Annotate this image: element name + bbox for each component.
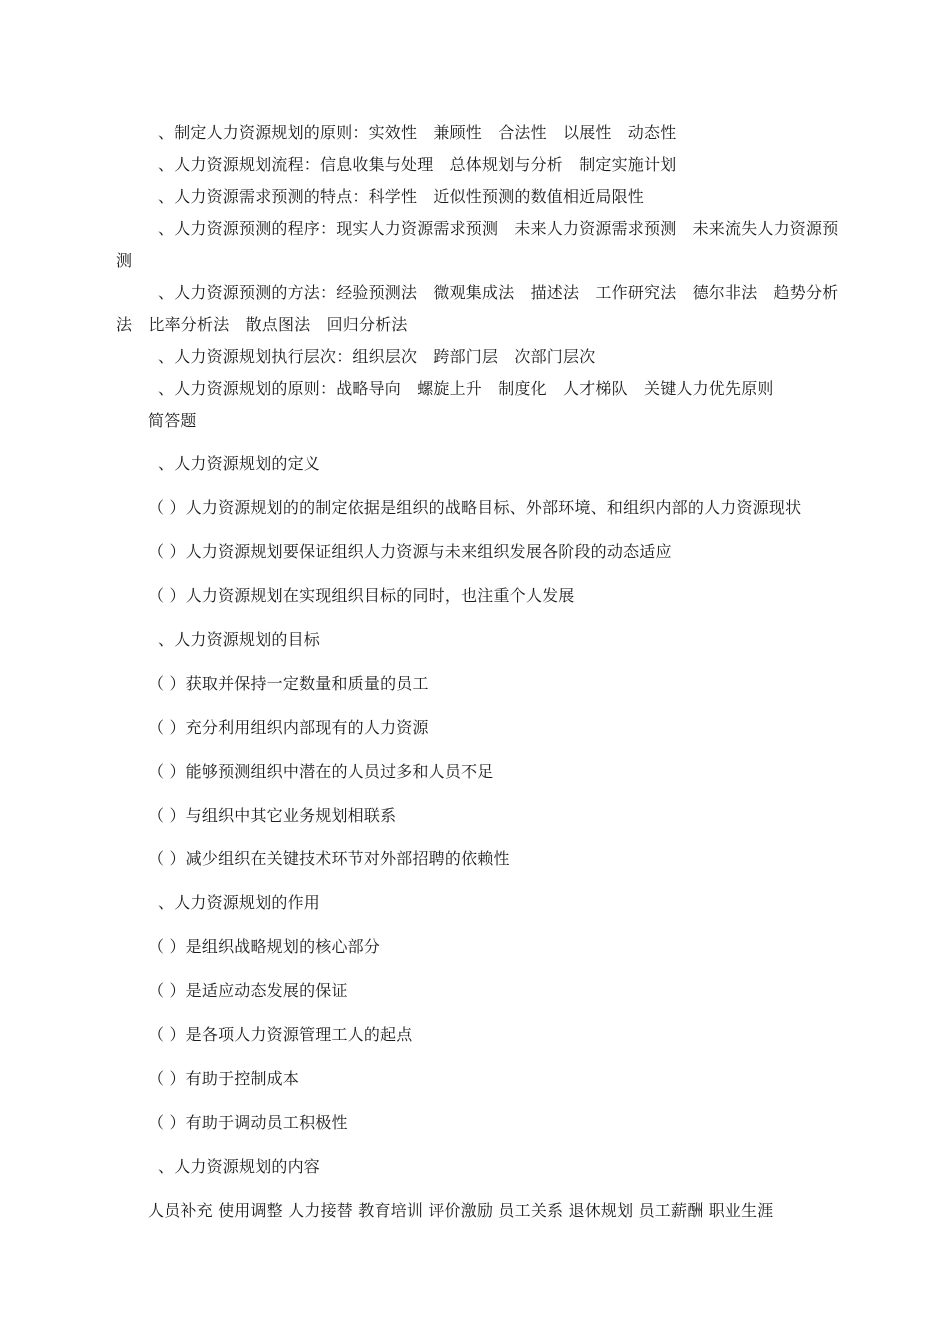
qa-item: （ ）有助于调动员工积极性 <box>148 1113 348 1132</box>
qa-item: （ ）能够预测组织中潜在的人员过多和人员不足 <box>148 762 494 781</box>
qa-item: （ ）充分利用组织内部现有的人力资源 <box>148 718 429 737</box>
qa-item: （ ）有助于控制成本 <box>148 1069 300 1088</box>
qa-heading-goals: 、人力资源规划的目标 <box>158 630 321 649</box>
qa-item: （ ）人力资源规划的的制定依据是组织的战略目标、外部环境、和组织内部的人力资源现状 <box>148 498 802 517</box>
qa-heading-definition: 、人力资源规划的定义 <box>158 454 321 473</box>
qa-item: （ ）减少组织在关键技术环节对外部招聘的依赖性 <box>148 849 510 868</box>
qa-item: （ ）是组织战略规划的核心部分 <box>148 937 381 956</box>
process-line: 、人力资源规划流程：信息收集与处理 总体规划与分析 制定实施计划 <box>158 155 677 174</box>
content-list-line: 人员补充 使用调整 人力接替 教育培训 评价激励 员工关系 退休规划 员工薪酬 职业生涯 <box>148 1201 774 1220</box>
qa-item: （ ）获取并保持一定数量和质量的员工 <box>148 674 429 693</box>
section-heading: 简答题 <box>148 411 197 430</box>
qa-item: （ ）与组织中其它业务规划相联系 <box>148 806 397 825</box>
qa-heading-roles: 、人力资源规划的作用 <box>158 893 321 912</box>
qa-item: （ ）是各项人力资源管理工人的起点 <box>148 1025 413 1044</box>
forecast-traits-line: 、人力资源需求预测的特点：科学性 近似性预测的数值相近局限性 <box>158 187 645 206</box>
qa-heading-content: 、人力资源规划的内容 <box>158 1157 321 1176</box>
forecast-methods-paragraph: 、人力资源预测的方法：经验预测法 微观集成法 描述法 工作研究法 德尔非法 趋势分析法 比率分析法 散点图法 回归分析法 <box>116 283 839 334</box>
execution-levels-line: 、人力资源规划执行层次：组织层次 跨部门层 次部门层次 <box>158 347 596 366</box>
qa-item: （ ）是适应动态发展的保证 <box>148 981 348 1000</box>
qa-item: （ ）人力资源规划在实现组织目标的同时，也注重个人发展 <box>148 586 575 605</box>
forecast-procedure-paragraph: 、人力资源预测的程序：现实人力资源需求预测 未来人力资源需求预测 未来流失人力资源预测 <box>116 219 839 270</box>
planning-principles-line: 、人力资源规划的原则：战略导向 螺旋上升 制度化 人才梯队 关键人力优先原则 <box>158 379 774 398</box>
principle-line: 、制定人力资源规划的原则：实效性 兼顾性 合法性 以展性 动态性 <box>158 123 677 142</box>
qa-item: （ ）人力资源规划要保证组织人力资源与未来组织发展各阶段的动态适应 <box>148 542 672 561</box>
